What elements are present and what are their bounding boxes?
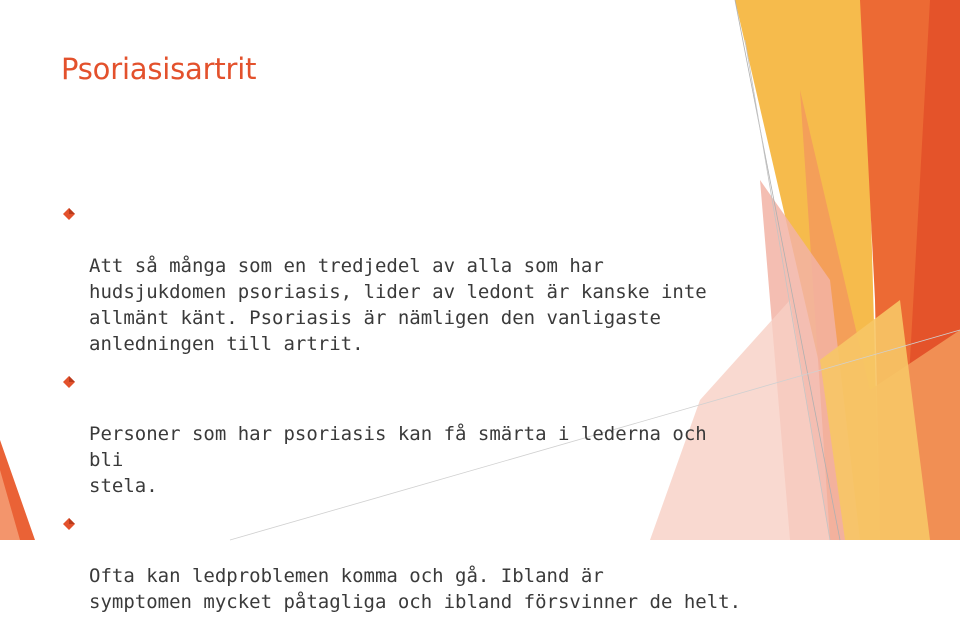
bullet-text: Att så många som en tredjedel av alla som har hudsjukdomen psoriasis, lider av ledont är kanske inte allmänt känt. Psoriasis är nämligen den vanligaste anledningen till artrit. (89, 255, 707, 355)
diamond-arrow-icon (62, 207, 76, 221)
list-item (62, 511, 752, 615)
diamond-arrow-icon (62, 517, 76, 531)
page-title: Psoriasisartrit (61, 52, 257, 86)
diamond-arrow-icon (62, 375, 76, 389)
bullet-text: Ofta kan ledproblemen komma och gå. Ibland är symptomen mycket påtagliga och ibland försvinner de helt. (89, 565, 742, 613)
list-item (62, 201, 752, 357)
list-item (62, 369, 752, 499)
bullet-list (62, 201, 752, 627)
bullet-text: Personer som har psoriasis kan få smärta i lederna och bli stela. (89, 423, 707, 497)
